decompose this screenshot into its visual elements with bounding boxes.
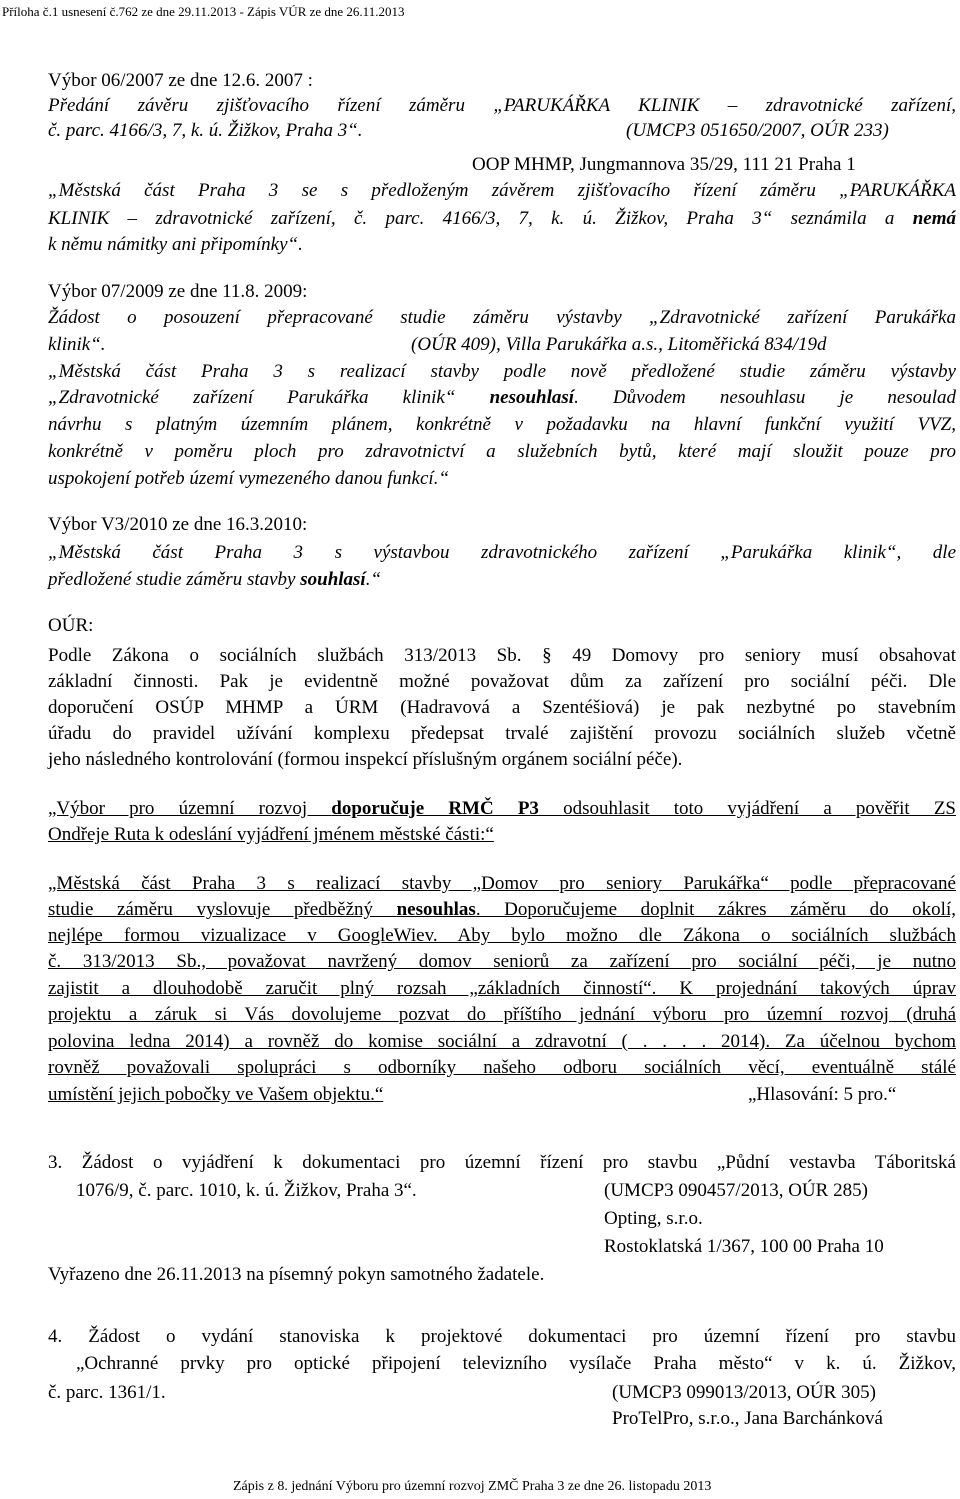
s2-line1: Žádost o posouzení přepracované studie záměru výstavby „Zdravotnické zařízení Parukářka xyxy=(48,307,956,328)
s2-line4c: . Důvodem nesouhlasu je nesoulad xyxy=(574,387,956,408)
s6-line6: projektu a záruk si Vás dovolujeme pozvat do příštího jednání výboru pro územní rozvoj (druhá xyxy=(48,1004,956,1025)
s3-line2a: předložené studie záměru stavby xyxy=(48,569,301,590)
s6-line2a: studie záměru vyslovuje předběžný xyxy=(48,899,397,920)
s1-line4: „Městská část Praha 3 se s předloženým závěrem zjišťovacího řízení záměru „PARUKÁŘKA xyxy=(48,180,956,201)
s3-line2b: souhlasí xyxy=(300,569,366,590)
s1-line5b: nemá xyxy=(912,208,956,229)
s4-line5: jeho následného kontrolování (formou inspekcí příslušným orgánem sociální péče). xyxy=(48,749,683,770)
s1-line5a: KLINIK – zdravotnické zařízení, č. parc. 4166/3, 7, k. ú. Žižkov, Praha 3“ seznámila a xyxy=(48,208,913,229)
s2-line2a: klinik“. xyxy=(48,334,106,355)
s6-line3: nejlépe formou vizualizace v GoogleWiev. Aby bylo možno dle Zákona o sociálních službách xyxy=(48,925,956,946)
s4-line4: úřadu do pravidel užívání komplexu předepsat trvalé zajištění provozu sociálních služeb včetně xyxy=(48,723,956,744)
s6-line9b: „Hlasování: 5 pro.“ xyxy=(748,1084,897,1105)
s1-line2a: č. parc. 4166/3, 7, k. ú. Žižkov, Praha 3“. xyxy=(48,120,363,141)
s2-line5: návrhu s platným územním plánem, konkrétně v požadavku na hlavní funkční využití VVZ, xyxy=(48,414,956,435)
s6-line1: „Městská část Praha 3 s realizací stavby „Domov pro seniory Parukářka“ podle přepracované xyxy=(48,873,956,894)
s4-line2: základní činnosti. Pak je evidentně možné považovat dům za zařízení pro sociální péči. Dle xyxy=(48,671,956,692)
s6-line5: zajistit a dlouhodobě zaručit plný rozsah „základních činností“. K projednání takových úprav xyxy=(48,978,956,999)
s4-line1: Podle Zákona o sociálních službách 313/2013 Sb. § 49 Domovy pro seniory musí obsahovat xyxy=(48,645,956,666)
s1-line6: k němu námitky ani připomínky“. xyxy=(48,234,303,255)
s7-line2b: (UMCP3 090457/2013, OÚR 285) xyxy=(604,1180,868,1201)
s1-line3: OOP MHMP, Jungmannova 35/29, 111 21 Praha 1 xyxy=(472,154,856,175)
s2-line6: konkrétně v poměru ploch pro zdravotnictví a služebních bytů, které mají sloužit pouze pro xyxy=(48,441,956,462)
s7-line1: 3. Žádost o vyjádření k dokumentaci pro územní řízení pro stavbu „Půdní vestavba Táboritská xyxy=(48,1152,956,1173)
s3-line1: „Městská část Praha 3 s výstavbou zdravotnického zařízení „Parukářka klinik“, dle xyxy=(48,542,956,563)
s4-line3: doporučení OSÚP MHMP a ÚRM (Hadravová a Szentéšiová) je pak nezbytné po stavebním xyxy=(48,697,956,718)
s2-heading: Výbor 07/2009 ze dne 11.8. 2009: xyxy=(48,281,308,302)
s8-line3a: č. parc. 1361/1. xyxy=(48,1382,166,1403)
s1-line2b: (UMCP3 051650/2007, OÚR 233) xyxy=(626,120,889,141)
s5-line2: Ondřeje Ruta k odeslání vyjádření jménem městské části:“ xyxy=(48,824,494,845)
s7-line5: Vyřazeno dne 26.11.2013 na písemný pokyn samotného žadatele. xyxy=(48,1264,545,1285)
s2-line7: uspokojení potřeb území vymezeného danou funkcí.“ xyxy=(48,468,450,489)
s8-line1: 4. Žádost o vydání stanoviska k projektové dokumentaci pro územní řízení pro stavbu xyxy=(48,1326,956,1347)
s5-line1c: odsouhlasit toto vyjádření a pověřit ZS xyxy=(538,798,956,819)
s4-heading: OÚR: xyxy=(48,615,94,636)
s3-line2c: .“ xyxy=(365,569,382,590)
s6-line2c: . Doporučujeme doplnit zákres záměru do okolí, xyxy=(475,899,956,920)
s8-line2: „Ochranné prvky pro optické připojení televizního vysílače Praha město“ v k. ú. Žižkov, xyxy=(76,1353,956,1374)
s7-line4: Rostoklatská 1/367, 100 00 Praha 10 xyxy=(604,1236,884,1257)
s2-line2b: (OÚR 409), Villa Parukářka a.s., Litoměřická 834/19d xyxy=(411,334,827,355)
s6-line7: polovina ledna 2014) a rovněž do komise sociální a zdravotní ( . . . . 2014). Za účelnou bychom xyxy=(48,1031,956,1052)
s1-line1: Předání závěru zjišťovacího řízení záměru „PARUKÁŘKA KLINIK – zdravotnické zařízení, xyxy=(48,95,956,116)
s6-line4: č. 313/2013 Sb., považovat navržený domov seniorů za zařízení pro sociální péči, je nutno xyxy=(48,951,956,972)
s7-line2a: 1076/9, č. parc. 1010, k. ú. Žižkov, Praha 3“. xyxy=(76,1180,417,1201)
s6-line8: rovněž považovali spolupráci s odborníky našeho odboru sociálních věcí, eventuálně stálé xyxy=(48,1057,956,1078)
s1-heading: Výbor 06/2007 ze dne 12.6. 2007 : xyxy=(48,70,313,91)
s6-line9a: umístění jejich pobočky ve Vašem objektu.“ xyxy=(48,1084,384,1105)
s3-heading: Výbor V3/2010 ze dne 16.3.2010: xyxy=(48,514,308,535)
s5-line1a: „Výbor pro územní rozvoj xyxy=(48,798,332,819)
s8-line3b: (UMCP3 099013/2013, OÚR 305) xyxy=(612,1382,876,1403)
s2-line3: „Městská část Praha 3 s realizací stavby podle nově předložené studie záměru výstavby xyxy=(48,361,956,382)
s6-line2b: nesouhlas xyxy=(396,899,476,920)
s8-line4: ProTelPro, s.r.o., Jana Barchánková xyxy=(612,1408,883,1429)
s7-line3: Opting, s.r.o. xyxy=(604,1208,703,1229)
page-footer: Zápis z 8. jednání Výboru pro územní rozvoj ZMČ Praha 3 ze dne 26. listopadu 2013 xyxy=(233,1479,712,1494)
s2-line4b: nesouhlasí xyxy=(489,387,575,408)
s2-line4a: „Zdravotnické zařízení Parukářka klinik“ xyxy=(48,387,490,408)
s5-line1b: doporučuje RMČ P3 xyxy=(331,798,539,819)
page-header: Příloha č.1 usnesení č.762 ze dne 29.11.2013 - Zápis VÚR ze dne 26.11.2013 xyxy=(2,4,405,19)
